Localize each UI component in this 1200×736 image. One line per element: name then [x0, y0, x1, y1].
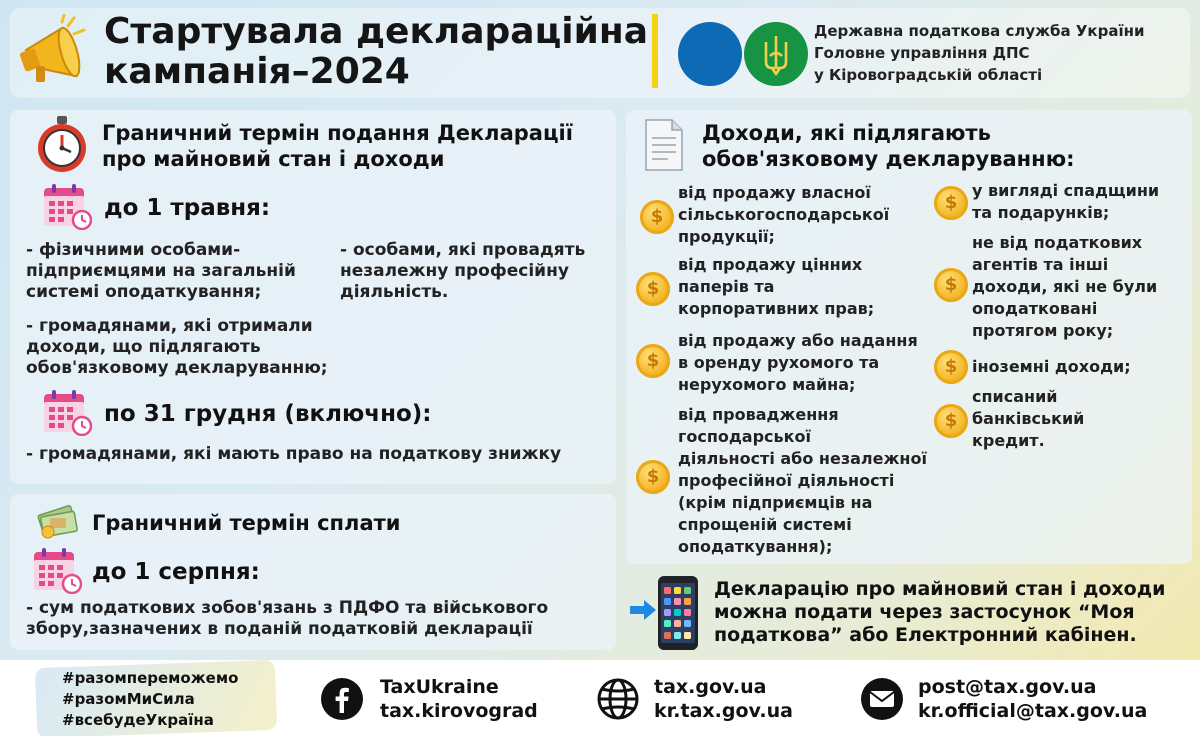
income-left-1-line-3: продукції; [678, 227, 775, 246]
filing-heading-line-2: про майновий стан і доходи [102, 147, 445, 171]
filing-date-2: по 31 грудня (включно): [104, 401, 432, 427]
coin-icon: $ [934, 186, 968, 220]
income-right-1-line-2: та подарунків; [972, 203, 1110, 222]
income-heading [702, 120, 1075, 172]
income-left-4-line-6: спрощеній системі [678, 515, 852, 534]
filing-item-3-line-1: - громадянами, які отримали [26, 316, 313, 336]
income-right-4-line-1: списаний [972, 387, 1058, 406]
email-link-2[interactable]: kr.official@tax.gov.ua [918, 700, 1148, 722]
income-left-item-4 [678, 404, 927, 558]
app-note [714, 578, 1165, 647]
income-right-2-line-4: оподатковані [972, 299, 1098, 318]
income-right-item-3 [972, 356, 1131, 378]
income-left-1-line-2: сільськогосподарської [678, 205, 890, 224]
filing-item-2-line-1: - особами, які провадять [340, 240, 586, 260]
hashtag-1: #разомпереможемо [62, 669, 239, 687]
coin-icon: $ [934, 268, 968, 302]
income-left-item-3 [678, 330, 918, 396]
trident-icon [744, 22, 808, 86]
coin-icon: $ [934, 350, 968, 384]
income-right-item-4 [972, 386, 1084, 452]
coin-icon: $ [636, 272, 670, 306]
org-line-3: у Кіровоградській області [814, 66, 1043, 84]
smartphone-icon [656, 574, 700, 652]
income-left-3-line-2: в оренду рухомого та [678, 353, 880, 372]
income-right-item-1 [972, 180, 1159, 224]
payment-item-line-2: збору,зазначених в поданій податковій декларації [26, 619, 533, 639]
filing-item-1-line-3: системі оподаткування; [26, 282, 262, 302]
calendar-icon [40, 388, 92, 436]
income-right-item-2 [972, 232, 1157, 342]
payment-heading: Граничний термін сплати [92, 511, 401, 535]
filing-item-4: - громадянами, які мають право на податкову знижку [26, 444, 562, 464]
filing-item-3-line-2: доходи, що підлягають [26, 337, 261, 357]
income-right-2-line-3: доходи, які не були [972, 277, 1158, 296]
income-left-4-line-2: господарської [678, 427, 811, 446]
app-note-line-2: можна подати через застосунок “Моя [714, 601, 1135, 623]
hashtag-2: #разомМиСила [62, 690, 195, 708]
income-left-4-line-3: діяльності або незалежної [678, 449, 927, 468]
income-left-3-line-1: від продажу або надання [678, 331, 918, 350]
income-heading-line-1: Доходи, які підлягають [702, 121, 991, 145]
income-left-4-line-7: оподаткування); [678, 537, 833, 556]
payment-date: до 1 серпня: [92, 559, 260, 585]
facebook-link-1[interactable]: TaxUkraine [380, 676, 499, 698]
arrow-right-icon [628, 598, 658, 622]
title-line-1: Стартувала деклараційна [104, 11, 649, 52]
filing-item-3-line-3: обов'язковому декларуванню; [26, 358, 328, 378]
income-right-3-line-1: іноземні доходи; [972, 357, 1131, 376]
title-line-2: кампанія–2024 [104, 51, 410, 92]
coin-icon: $ [934, 404, 968, 438]
divider [652, 14, 658, 88]
facebook-link-2[interactable]: tax.kirovograd [380, 700, 538, 722]
filing-item-2 [340, 240, 585, 303]
income-left-3-line-3: нерухомого майна; [678, 375, 856, 394]
document-icon [642, 118, 686, 172]
page-title [104, 12, 648, 92]
income-left-4-line-1: від провадження [678, 405, 839, 424]
income-right-2-line-2: агентів та інші [972, 255, 1109, 274]
dps-logo-circle-blue [678, 22, 742, 86]
filing-date-1: до 1 травня: [104, 195, 271, 221]
organization-name [814, 20, 1144, 86]
filing-item-1-line-2: підприємцями на загальній [26, 261, 296, 281]
hashtag-3: #всебудеУкраїна [62, 711, 214, 729]
income-left-2-line-3: корпоративних прав; [678, 299, 875, 318]
income-right-4-line-3: кредит. [972, 431, 1045, 450]
org-line-2: Головне управління ДПС [814, 44, 1030, 62]
filing-heading [102, 120, 573, 172]
income-left-4-line-4: професійної діяльності [678, 471, 895, 490]
coin-icon: $ [636, 344, 670, 378]
email-link-1[interactable]: post@tax.gov.ua [918, 676, 1097, 698]
calendar-icon [30, 546, 82, 594]
coin-icon: $ [640, 200, 674, 234]
globe-icon[interactable] [596, 677, 640, 721]
filing-item-2-line-2: незалежну професійну [340, 261, 569, 281]
calendar-icon [40, 182, 92, 230]
money-icon [36, 500, 80, 540]
mail-icon[interactable] [860, 677, 904, 721]
app-note-line-3: податкова” або Електронний кабінен. [714, 624, 1137, 646]
income-left-4-line-5: (крім підприємців на [678, 493, 873, 512]
income-right-1-line-1: у вигляді спадщини [972, 181, 1160, 200]
filing-heading-line-1: Граничний термін подання Декларації [102, 121, 573, 145]
filing-item-3 [26, 316, 328, 379]
income-right-2-line-1: не від податкових [972, 233, 1143, 252]
filing-item-1 [26, 240, 296, 303]
org-line-1: Державна податкова служба України [814, 22, 1145, 40]
website-link-2[interactable]: kr.tax.gov.ua [654, 700, 793, 722]
income-left-2-line-1: від продажу цінних [678, 255, 863, 274]
income-left-1-line-1: від продажу власної [678, 183, 871, 202]
income-heading-line-2: обов'язковому декларуванню: [702, 147, 1075, 171]
filing-item-2-line-3: діяльність. [340, 282, 449, 302]
app-note-line-1: Декларацію про майновий стан і доходи [714, 578, 1166, 600]
income-left-2-line-2: паперів та [678, 277, 775, 296]
income-right-2-line-5: протягом року; [972, 321, 1114, 340]
payment-item [26, 598, 548, 640]
megaphone-icon [18, 14, 90, 86]
payment-item-line-1: - сум податкових зобов'язань з ПДФО та військового [26, 598, 549, 618]
income-left-item-2 [678, 254, 874, 320]
income-right-4-line-2: банківський [972, 409, 1085, 428]
income-left-item-1 [678, 182, 889, 248]
filing-item-1-line-1: - фізичними особами- [26, 240, 241, 260]
coin-icon: $ [636, 460, 670, 494]
website-link-1[interactable]: tax.gov.ua [654, 676, 767, 698]
facebook-icon[interactable] [320, 677, 364, 721]
stopwatch-icon [34, 114, 90, 174]
